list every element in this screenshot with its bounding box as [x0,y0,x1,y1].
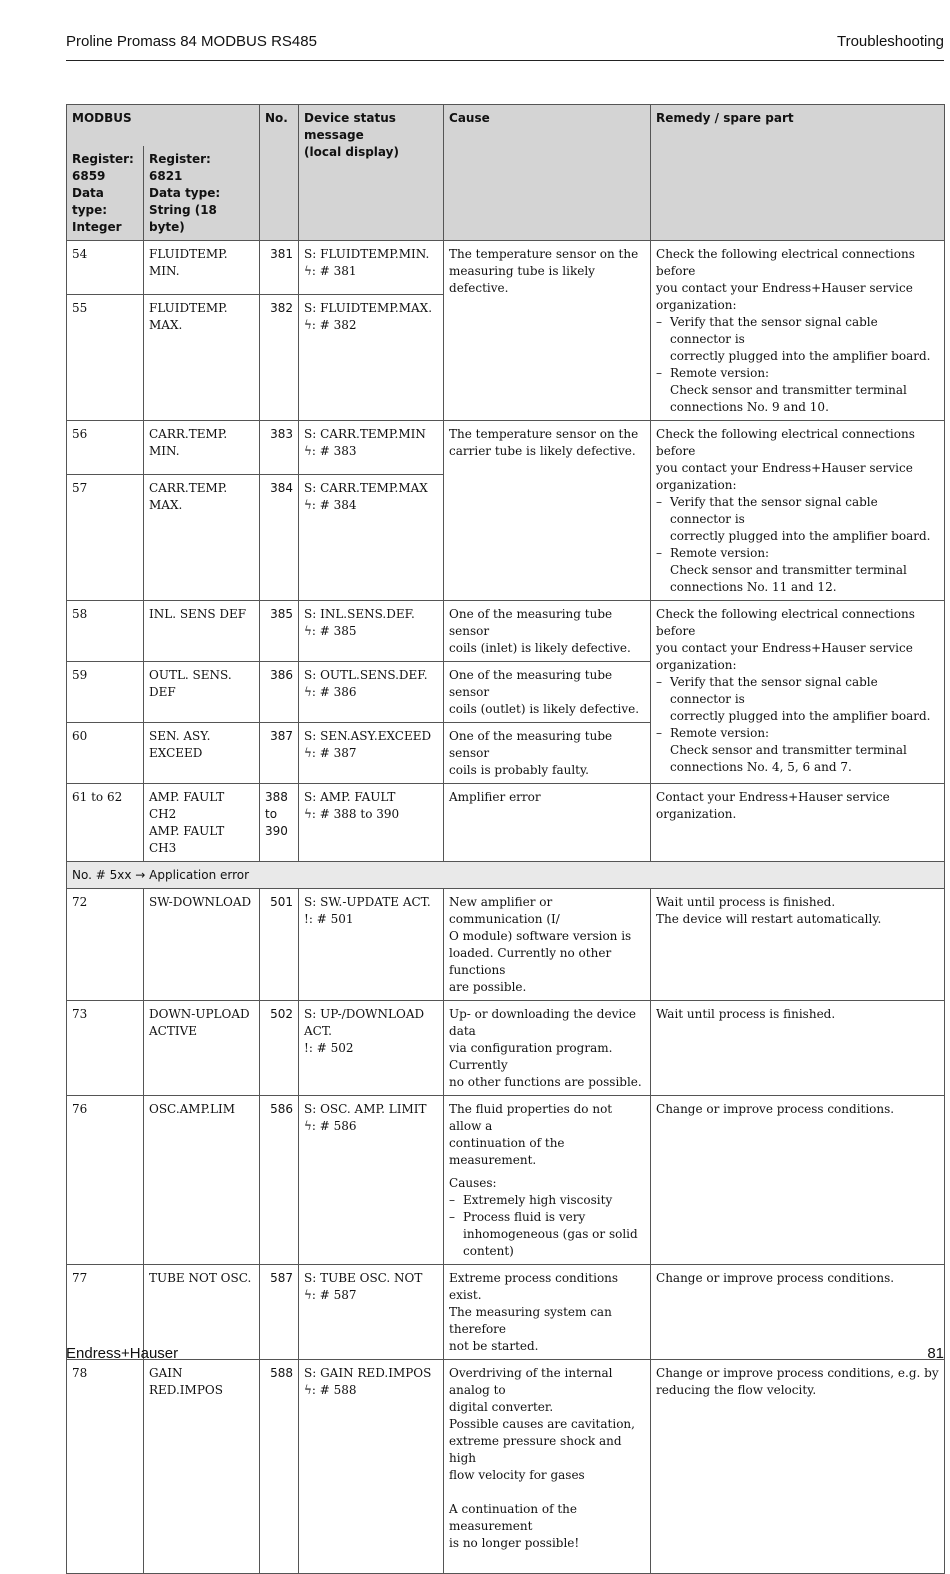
remedy-electrical-connections: Check the following electrical connections before you contact your Endress+Hauser service organization: – Verify that the sensor signal cable connector is correctly plugged into the amplifier board. – Remote version: Check sensor and transmitter terminal connections No. 11 and 12. [651,421,945,601]
footer-brand: Endress+Hauser [66,1345,179,1362]
table-header-row [67,105,945,147]
table-row: 56 CARR.TEMP. MIN. 383 S: CARR.TEMP.MIN ϟ: # 383 The temperature sensor on the carrier tube is likely defective. Check the following electrical connections before you contact your Endress+Hauser service organization: – Verify that the sensor signal cable connector is correctly plugged into the amplifier board. – Remote version: Check sensor and transmitter terminal connections No. 11 and 12. [67,421,945,475]
table-row: 61 to 62 AMP. FAULT CH2 AMP. FAULT CH3 388 to 390 S: AMP. FAULT ϟ: # 388 to 390 Amplifier error Contact your Endress+Hauser service organization. [67,784,945,862]
table-row: 73 DOWN-UPLOAD ACTIVE 502 S: UP-/DOWNLOAD ACT. !: # 502 Up- or downloading the device data via configuration program. Currently no other functions are possible. Wait until process is finished. [67,1001,945,1096]
table-row: 54 FLUIDTEMP. MIN. 381 S: FLUIDTEMP.MIN. ϟ: # 381 The temperature sensor on the measuring tube is likely defective. Check the following electrical connections before you contact your Endress+Hauser service organization: – Verify that the sensor signal cable connector is correctly plugged into the amplifier board. – Remote version: Check sensor and transmitter terminal connections No. 9 and 10. [67,241,945,295]
page-number: 81 [927,1345,944,1362]
remedy-electrical-connections: Check the following electrical connections before you contact your Endress+Hauser service organization: – Verify that the sensor signal cable connector is correctly plugged into the amplifier board. – Remote version: Check sensor and transmitter terminal connections No. 4, 5, 6 and 7. [651,601,945,784]
table-row: 55 FLUIDTEMP. MAX. 382 S: FLUIDTEMP.MAX. ϟ: # 382 [67,295,945,421]
cause-header: Cause [444,105,651,241]
remedy-electrical-connections: Check the following electrical connections before you contact your Endress+Hauser service organization: – Verify that the sensor signal cable connector is correctly plugged into the amplifier board. – Remote version: Check sensor and transmitter terminal connections No. 9 and 10. [651,241,945,421]
troubleshooting-table [66,104,945,1574]
device-status-header: Device status message (local display) [299,105,444,241]
table-row: 58 INL. SENS DEF 385 S: INL.SENS.DEF. ϟ: # 385 One of the measuring tube sensor coils (inlet) is likely defective. Check the following electrical connections before you contact your Endress+Hauser service organization: – Verify that the sensor signal cable connector is correctly plugged into the amplifier board. – Remote version: Check sensor and transmitter terminal connections No. 4, 5, 6 and 7. [67,601,945,662]
table-row: 77 TUBE NOT OSC. 587 S: TUBE OSC. NOT ϟ: # 587 Extreme process conditions exist. The measuring system can therefore not be started. Change or improve process conditions. [67,1265,945,1360]
table-row: 76 OSC.AMP.LIM 586 S: OSC. AMP. LIMIT ϟ: # 586 The fluid properties do not allow a continuation of the measurement. Causes: – Extremely high viscosity – Process fluid is very inhomogeneous (gas or solid content) Change or improve process conditions. [67,1096,945,1265]
table-row: 78 GAIN RED.IMPOS 588 S: GAIN RED.IMPOS ϟ: # 588 Overdriving of the internal analog to digital converter. Possible causes are cavitation, extreme pressure shock and high flow velocity for gases A continuation of the measurement is no longer possible! Change or improve process conditions, e.g. by reducing the flow velocity. [67,1360,945,1574]
page-header [66,30,944,61]
table-row: 57 CARR.TEMP. MAX. 384 S: CARR.TEMP.MAX ϟ: # 384 [67,475,945,601]
remedy-header: Remedy / spare part [651,105,945,241]
modbus-header: MODBUS [67,105,260,147]
table-row: 72 SW-DOWNLOAD 501 S: SW.-UPDATE ACT. !: # 501 New amplifier or communication (I/ O module) software version is loaded. Currently no other functions are possible. Wait until process is finished. The device will restart automatically. [67,889,945,1001]
register-6859-header: Register: 6859 Data type: Integer [67,146,144,241]
section-application-error: No. # 5xx → Application error [67,862,945,889]
document-title: Proline Promass 84 MODBUS RS485 [66,33,317,50]
no-header: No. [260,105,299,241]
table-row: 59 OUTL. SENS. DEF 386 S: OUTL.SENS.DEF. ϟ: # 386 One of the measuring tube sensor coils (outlet) is likely defective. [67,662,945,723]
register-6821-header: Register: 6821 Data type: String (18 byte) [144,146,260,241]
table-row: 60 SEN. ASY. EXCEED 387 S: SEN.ASY.EXCEED ϟ: # 387 One of the measuring tube sensor coils is probably faulty. [67,723,945,784]
section-title: Troubleshooting [836,33,944,50]
